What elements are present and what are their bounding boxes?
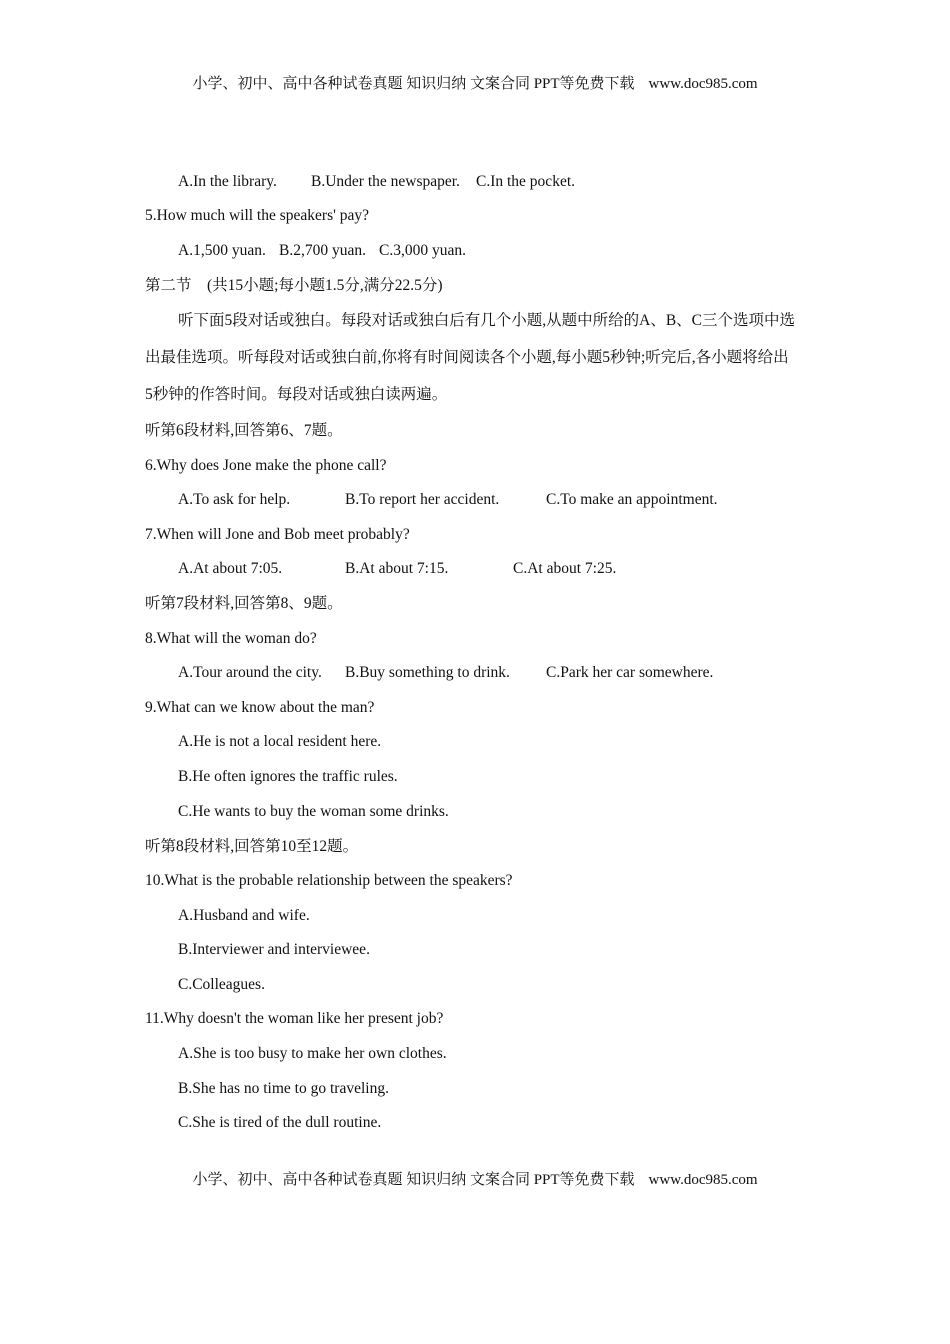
q5-option-a: A.1,500 yuan.	[178, 242, 266, 259]
banner-url[interactable]: www.doc985.com	[648, 1172, 758, 1188]
q4-option-a: A.In the library.	[178, 173, 277, 190]
q5-option-b: B.2,700 yuan.	[279, 242, 366, 259]
section2-instructions: 听下面5段对话或独白。每段对话或独白后有几个小题,从题中所给的A、B、C三个选项中选出最佳选项。听每段对话或独白前,你将有时间阅读各个小题,每小题5秒钟;听完后,各小题将给出5秒钟的作答时间。每段对话或独白读两遍。	[145, 312, 795, 403]
q6-option-a: A.To ask for help.	[178, 491, 291, 508]
section2-heading: 第二节 (共15小题;每小题1.5分,满分22.5分)	[145, 277, 443, 294]
q10-option-c: C.Colleagues.	[178, 976, 265, 993]
q7-option-b: B.At about 7:15.	[345, 560, 449, 577]
q10-option-b: B.Interviewer and interviewee.	[178, 941, 370, 958]
q7-option-a: A.At about 7:05.	[178, 560, 283, 577]
banner-text: 小学、初中、高中各种试卷真题 知识归纳 文案合同 PPT等免费下载	[192, 76, 635, 92]
q5-option-c: C.3,000 yuan.	[379, 242, 466, 259]
material6-label: 听第6段材料,回答第6、7题。	[145, 422, 343, 439]
q5-question: 5.How much will the speakers' pay?	[145, 207, 370, 224]
q7-option-c: C.At about 7:25.	[513, 560, 617, 577]
material8-label: 听第8段材料,回答第10至12题。	[145, 838, 359, 855]
q5-options	[178, 241, 466, 261]
q4-option-c: C.In the pocket.	[476, 173, 576, 190]
q9-option-c: C.He wants to buy the woman some drinks.	[178, 803, 449, 820]
q10-option-a: A.Husband and wife.	[178, 907, 310, 924]
q8-option-c: C.Park her car somewhere.	[546, 664, 714, 681]
q9-option-a: A.He is not a local resident here.	[178, 733, 382, 750]
q8-options	[178, 663, 713, 683]
header-banner	[0, 72, 950, 93]
banner-url[interactable]: www.doc985.com	[648, 76, 758, 92]
q6-options	[178, 490, 718, 510]
q8-option-a: A.Tour around the city.	[178, 664, 322, 681]
q9-question: 9.What can we know about the man?	[145, 699, 375, 716]
q7-options	[178, 559, 616, 579]
q4-options	[178, 172, 575, 192]
q6-option-c: C.To make an appointment.	[546, 491, 718, 508]
q11-option-b: B.She has no time to go traveling.	[178, 1080, 389, 1097]
footer-banner	[0, 1168, 950, 1189]
q11-option-c: C.She is tired of the dull routine.	[178, 1114, 382, 1131]
q11-option-a: A.She is too busy to make her own clothes.	[178, 1045, 447, 1062]
q10-question: 10.What is the probable relationship between the speakers?	[145, 872, 513, 889]
q6-option-b: B.To report her accident.	[345, 491, 500, 508]
q7-question: 7.When will Jone and Bob meet probably?	[145, 526, 410, 543]
q8-option-b: B.Buy something to drink.	[345, 664, 510, 681]
q4-option-b: B.Under the newspaper.	[311, 173, 460, 190]
banner-text: 小学、初中、高中各种试卷真题 知识归纳 文案合同 PPT等免费下载	[192, 1172, 635, 1188]
material7-label: 听第7段材料,回答第8、9题。	[145, 595, 343, 612]
q6-question: 6.Why does Jone make the phone call?	[145, 457, 387, 474]
q11-question: 11.Why doesn't the woman like her present job?	[145, 1010, 444, 1027]
q8-question: 8.What will the woman do?	[145, 630, 317, 647]
q9-option-b: B.He often ignores the traffic rules.	[178, 768, 398, 785]
